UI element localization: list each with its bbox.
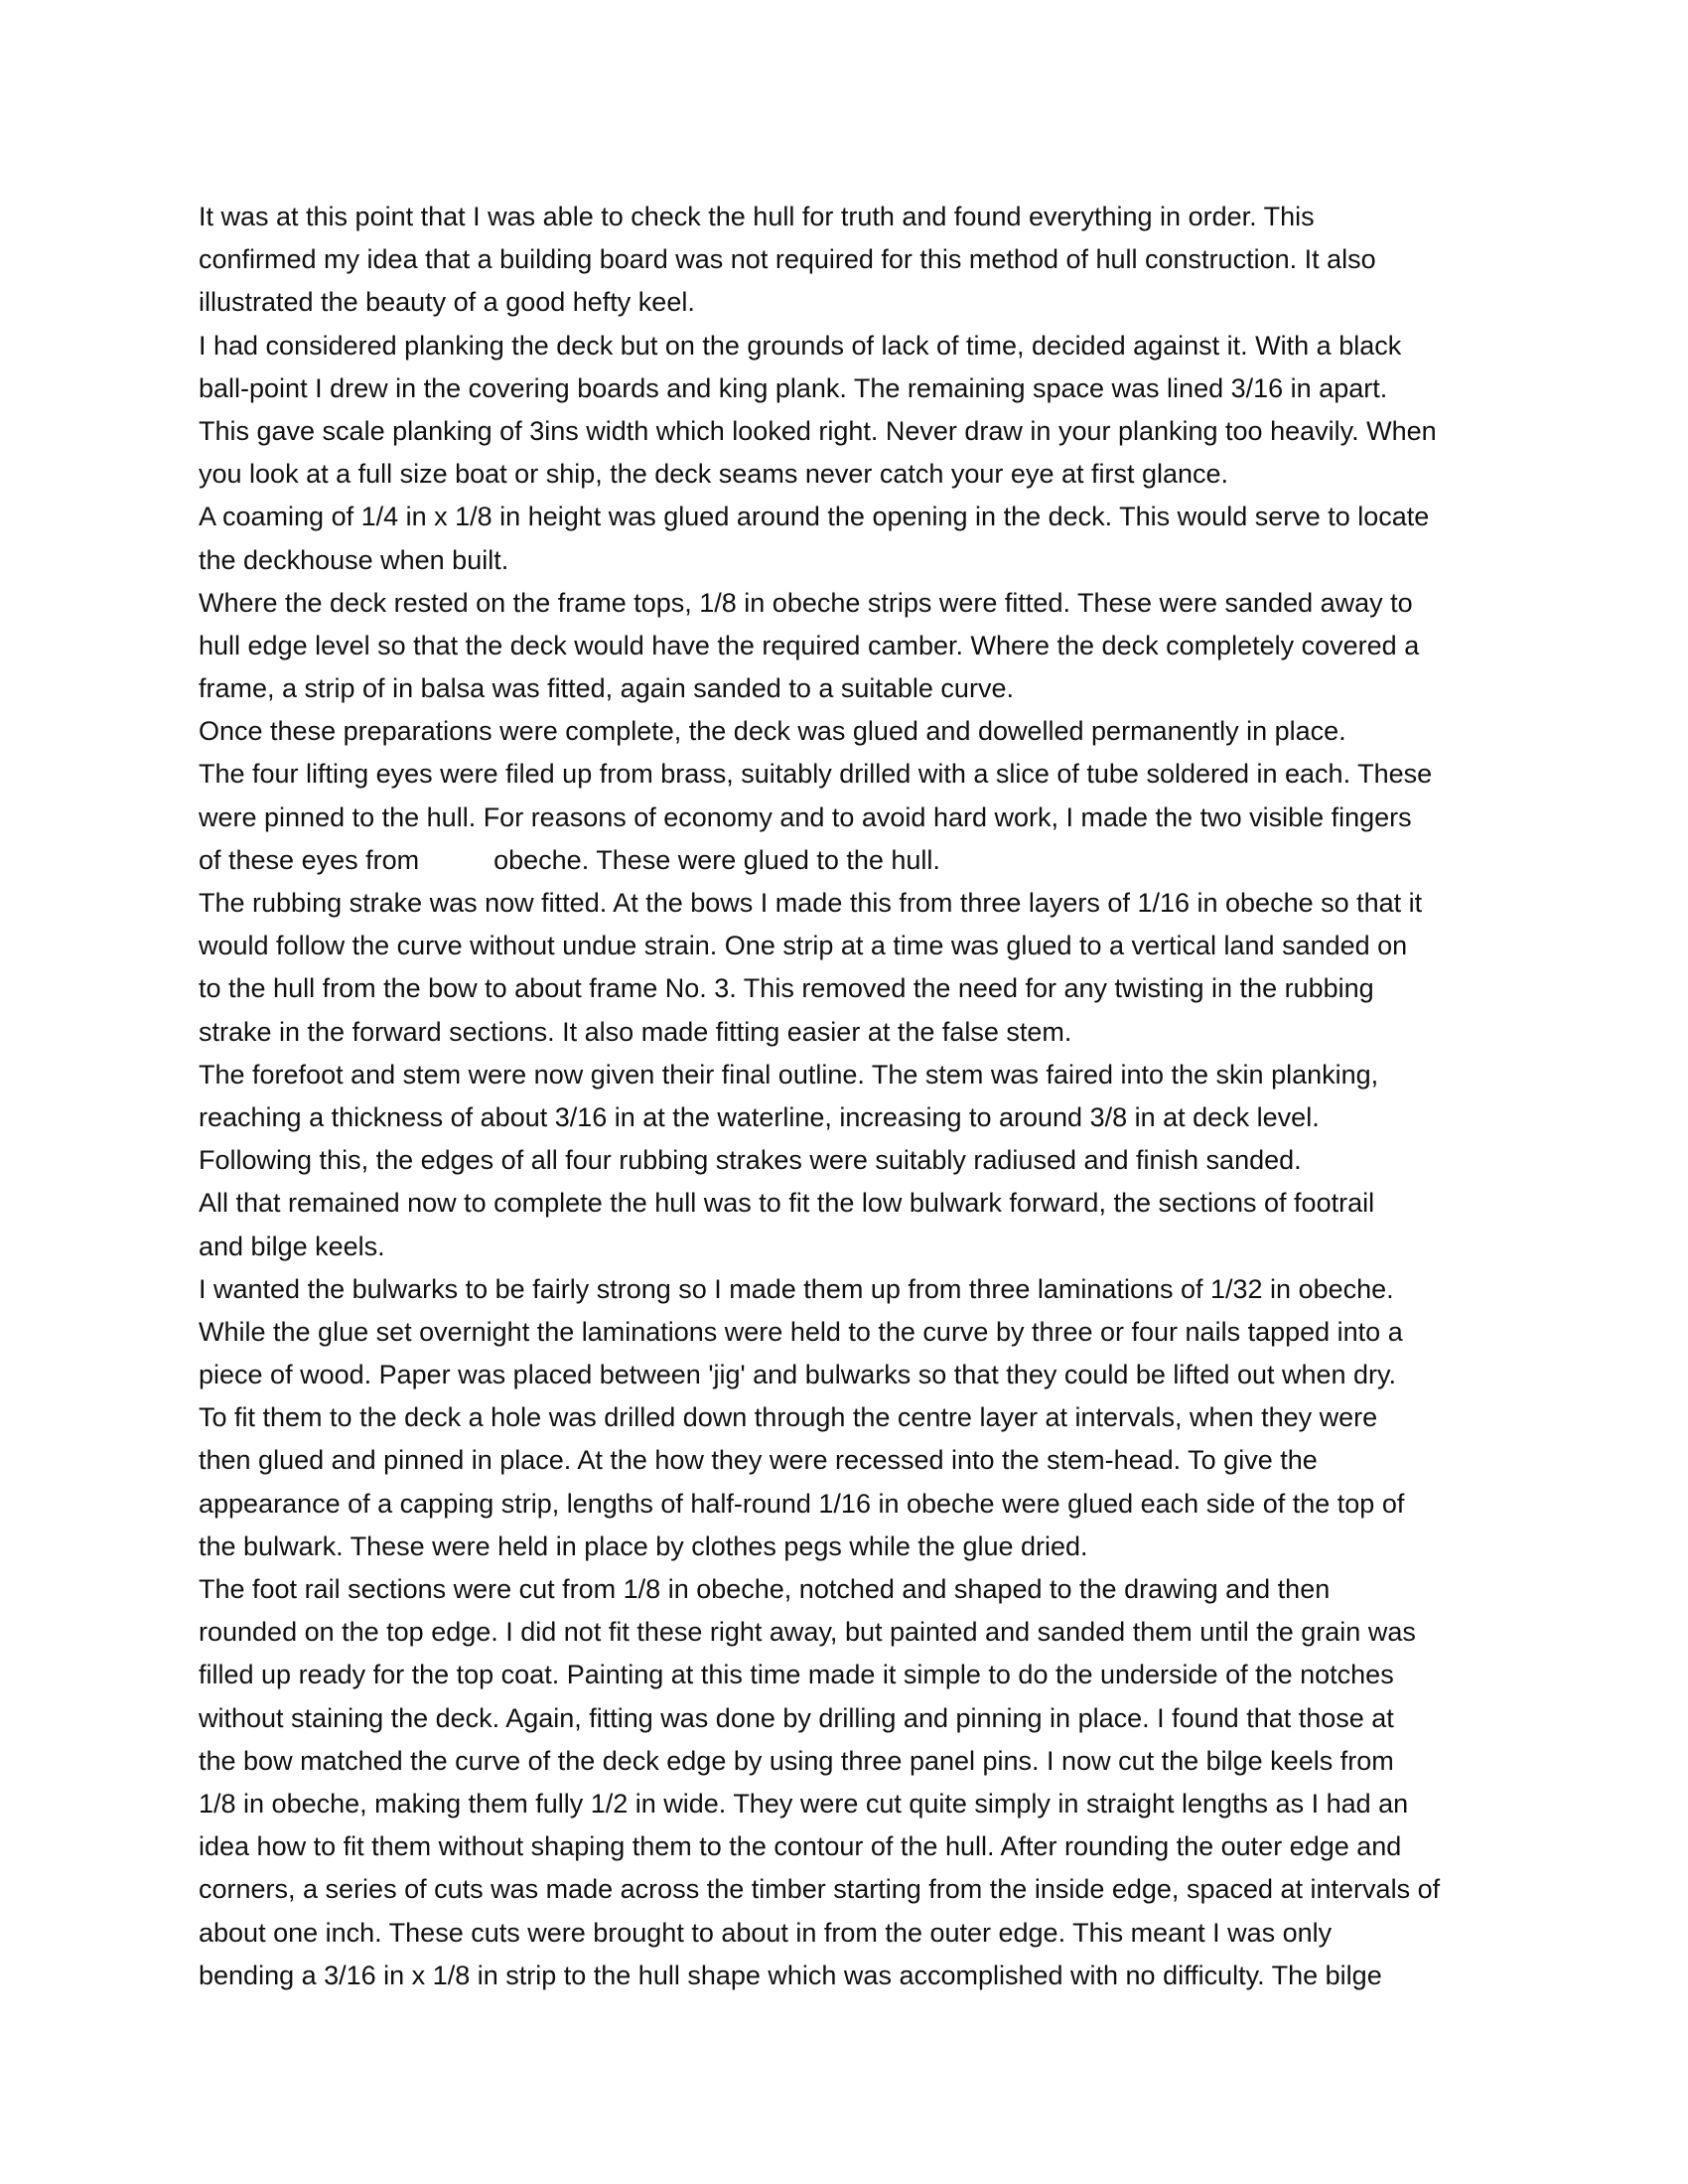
text-line: strake in the forward sections. It also made fitting easier at the false stem. (199, 1016, 1072, 1047)
text-line: the bow matched the curve of the deck edge by using three panel pins. I now cut the bilge keels from (199, 1745, 1394, 1776)
text-line: reaching a thickness of about 3/16 in at the waterline, increasing to around 3/8 in at deck level. (199, 1101, 1320, 1132)
text-line: Where the deck rested on the frame tops, 1/8 in obeche strips were fitted. These were sanded away to (199, 587, 1413, 618)
text-line: To fit them to the deck a hole was drilled down through the centre layer at intervals, when they were (199, 1402, 1378, 1433)
text-line: would follow the curve without undue strain. One strip at a time was glued to a vertical land sanded on (199, 931, 1408, 961)
text-line: I had considered planking the deck but on the grounds of lack of time, decided against it. With a black (199, 330, 1402, 361)
text-line: This gave scale planking of 3ins width which looked right. Never draw in your planking too heavily. When (199, 415, 1437, 446)
text-line: appearance of a capping strip, lengths of half-round 1/16 in obeche were glued each side of the top of (199, 1488, 1405, 1519)
text-line: Once these preparations were complete, the deck was glued and dowelled permanently in place. (199, 716, 1346, 747)
text-line: idea how to fit them without shaping them to the contour of the hull. After rounding the outer edge and (199, 1831, 1402, 1862)
text-line: corners, a series of cuts was made across the timber starting from the inside edge, spaced at intervals of (199, 1874, 1441, 1905)
text-line: illustrated the beauty of a good hefty keel. (199, 287, 695, 318)
text-line: While the glue set overnight the laminations were held to the curve by three or four nails tapped into a (199, 1316, 1403, 1347)
text-line: rounded on the top edge. I did not fit these right away, but painted and sanded them until the grain was (199, 1617, 1416, 1648)
text-line: The foot rail sections were cut from 1/8 in obeche, notched and shaped to the drawing and then (199, 1574, 1331, 1604)
body-text (199, 196, 1509, 1997)
text-line: to the hull from the bow to about frame No. 3. This removed the need for any twisting in the rubbing (199, 973, 1374, 1004)
text-line: The forefoot and stem were now given their final outline. The stem was faired into the skin planking, (199, 1059, 1379, 1090)
text-line: A coaming of 1/4 in x 1/8 in height was glued around the opening in the deck. This would serve to locate (199, 502, 1430, 532)
text-line: bending a 3/16 in x 1/8 in strip to the hull shape which was accomplished with no difficulty. The bilge (199, 1960, 1382, 1990)
text-line: filled up ready for the top coat. Painting at this time made it simple to do the underside of the notches (199, 1660, 1394, 1690)
text-line: It was at this point that I was able to check the hull for truth and found everything in order. This (199, 202, 1315, 231)
text-line: The four lifting eyes were filed up from brass, suitably drilled with a slice of tube soldered in each. These (199, 759, 1433, 790)
text-line: of these eyes from obeche. These were glued to the hull. (199, 844, 940, 875)
text-line: confirmed my idea that a building board was not required for this method of hull construction. It also (199, 244, 1376, 275)
text-line: about one inch. These cuts were brought to about in from the outer edge. This meant I was only (199, 1917, 1333, 1948)
text-line: piece of wood. Paper was placed between 'jig' and bulwarks so that they could be lifted out when dry. (199, 1360, 1397, 1390)
text-line: frame, a strip of in balsa was fitted, again sanded to a suitable curve. (199, 673, 1014, 704)
text-line: were pinned to the hull. For reasons of economy and to avoid hard work, I made the two visible fingers (199, 801, 1412, 832)
text-line: without staining the deck. Again, fitting was done by drilling and pinning in place. I found that those at (199, 1702, 1394, 1733)
text-line: you look at a full size boat or ship, the deck seams never catch your eye at first glance. (199, 459, 1229, 490)
text-line: Following this, the edges of all four rubbing strakes were suitably radiused and finish sanded. (199, 1145, 1302, 1176)
text-line: then glued and pinned in place. At the how they were recessed into the stem-head. To give the (199, 1445, 1318, 1476)
text-line: hull edge level so that the deck would have the required camber. Where the deck completely covered a (199, 630, 1420, 660)
text-line: I wanted the bulwarks to be fairly strong so I made them up from three laminations of 1/32 in obeche. (199, 1273, 1394, 1304)
text-line: The rubbing strake was now fitted. At the bows I made this from three layers of 1/16 in obeche so that it (199, 888, 1423, 918)
text-line: 1/8 in obeche, making them fully 1/2 in wide. They were cut quite simply in straight lengths as I had an (199, 1788, 1409, 1819)
text-line: the bulwark. These were held in place by clothes pegs while the glue dried. (199, 1530, 1088, 1561)
text-line: All that remained now to complete the hull was to fit the low bulwark forward, the sections of footrail (199, 1188, 1375, 1219)
text-line: and bilge keels. (199, 1231, 385, 1261)
text-line: the deckhouse when built. (199, 544, 509, 575)
text-line: ball-point I drew in the covering boards and king plank. The remaining space was lined 3/16 in apart. (199, 372, 1388, 403)
